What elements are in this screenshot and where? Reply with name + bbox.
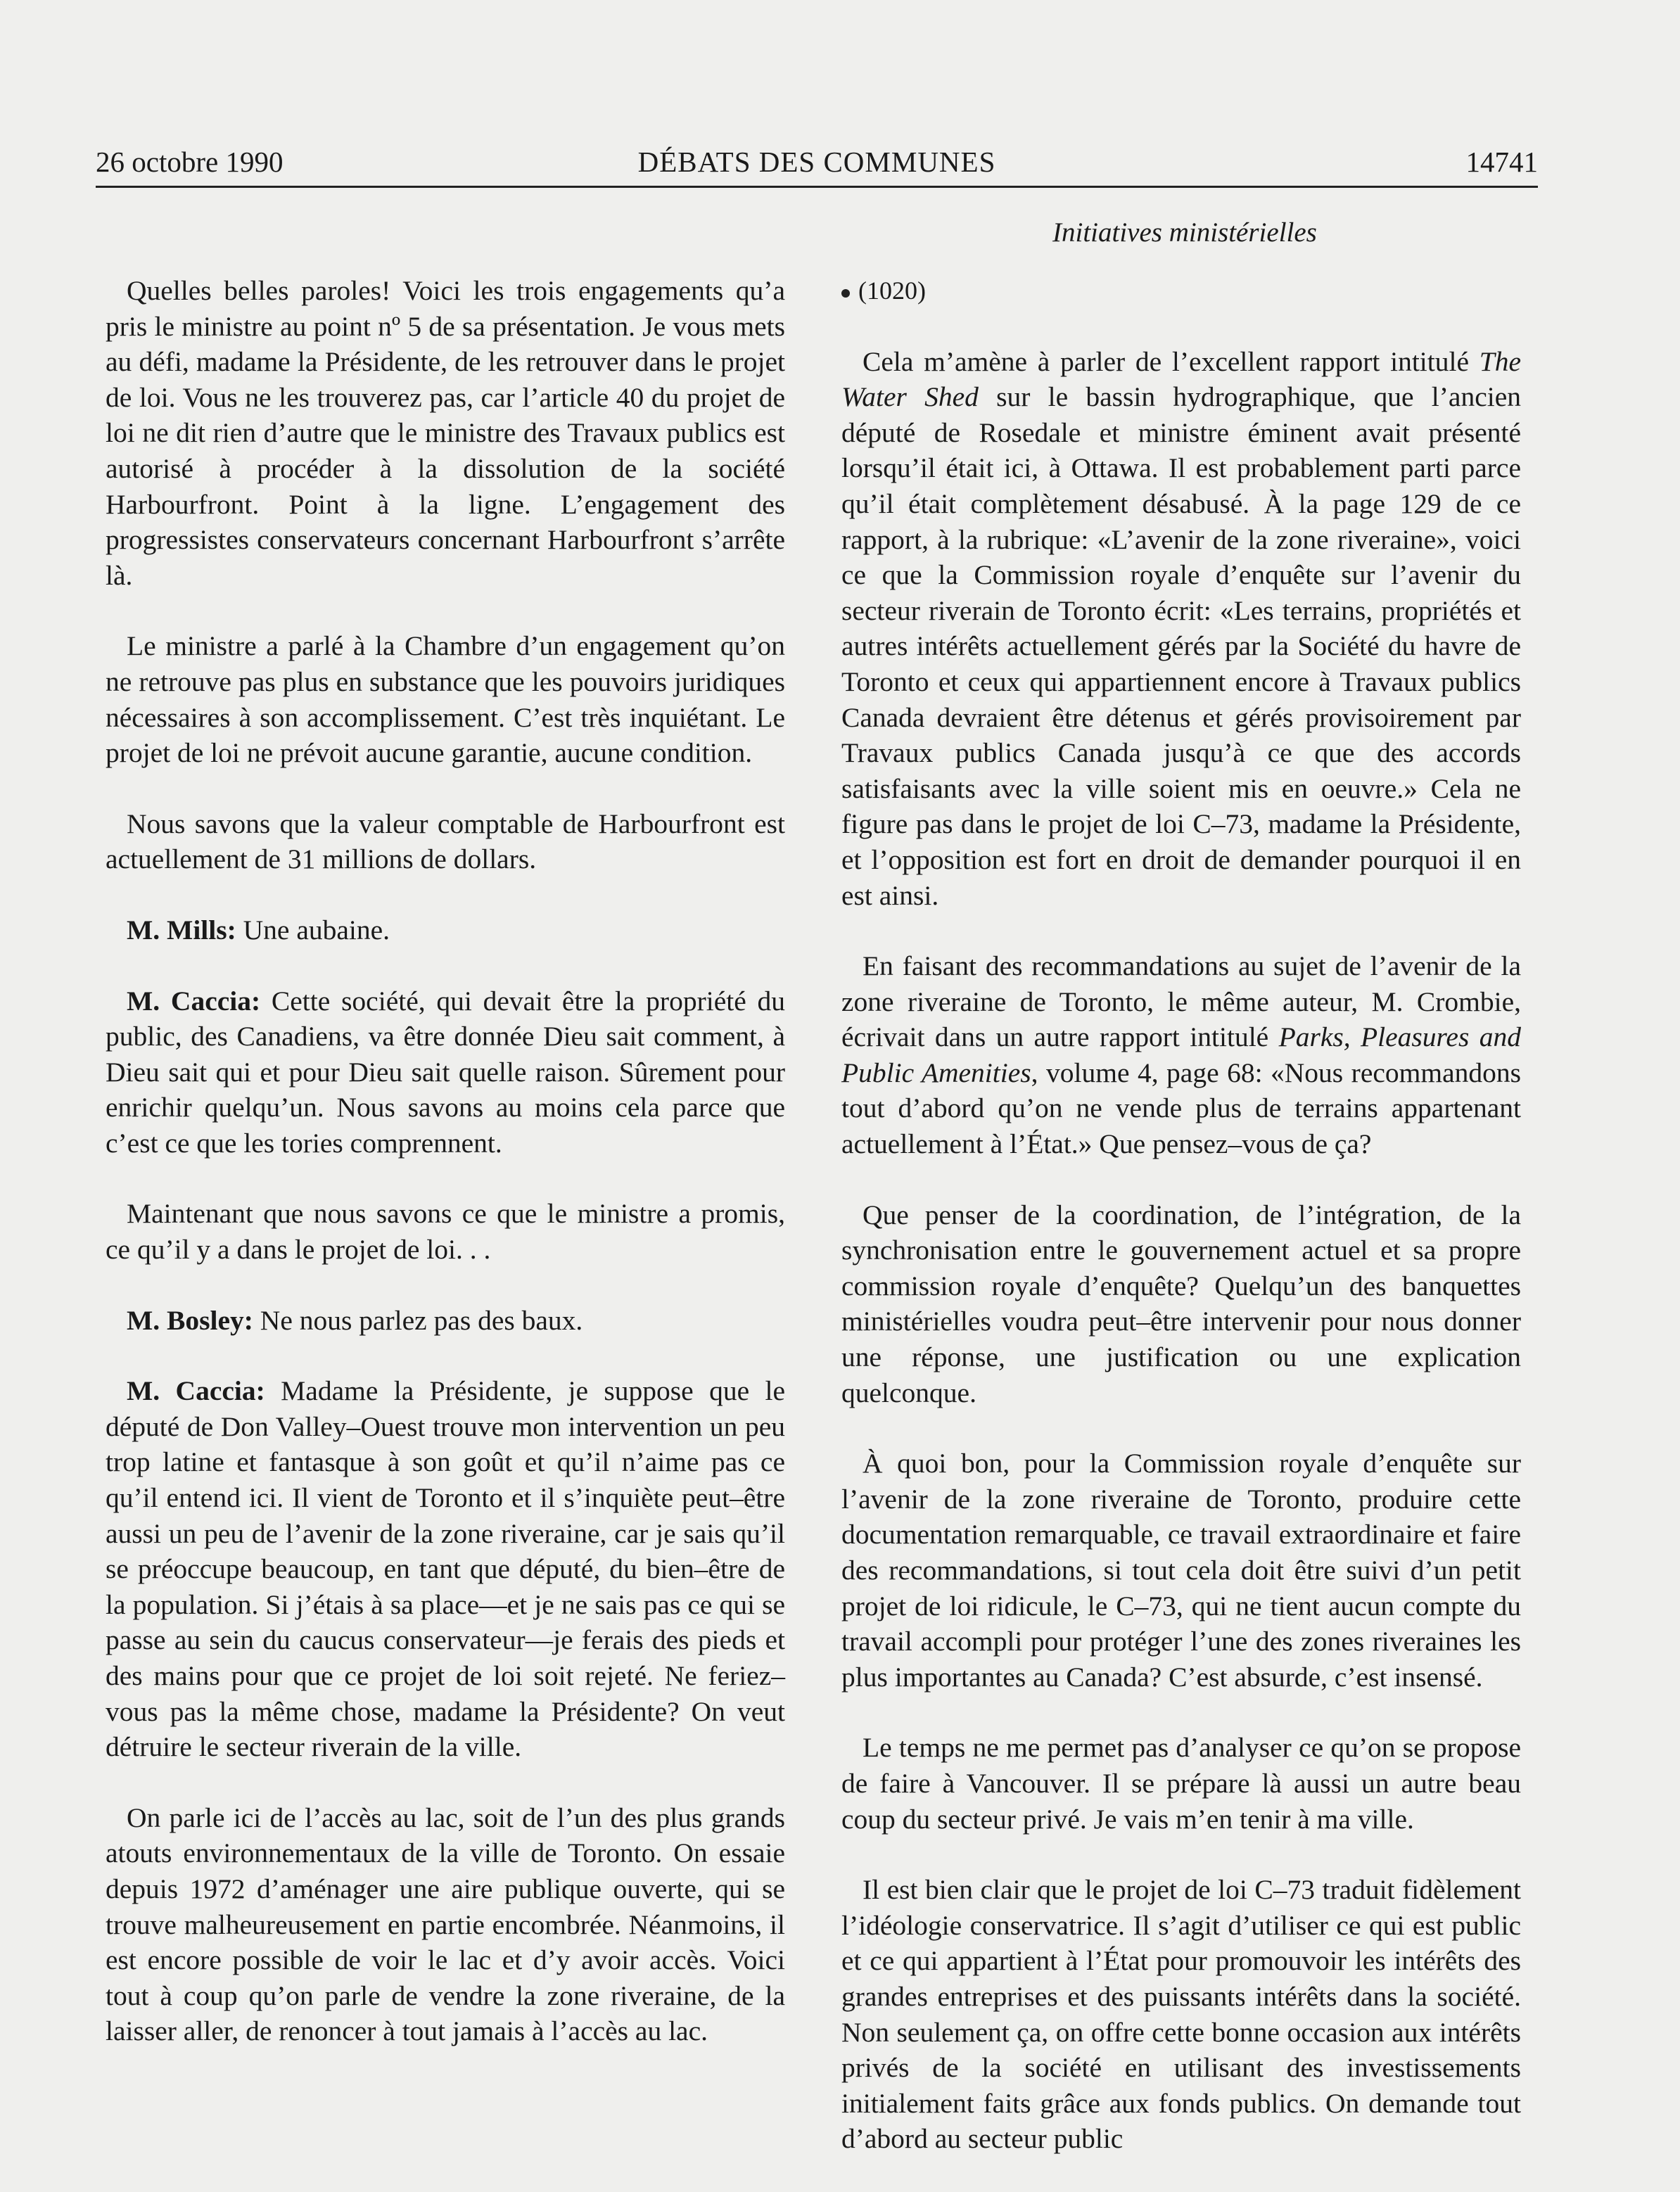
speech-paragraph [106,1303,785,1339]
speaker-name: M. Caccia: [127,1375,265,1407]
speech-text: Cette société, qui devait être la propriété du public, des Canadiens, va être donnée Dieu sait comment, à Dieu sait qui et pour Dieu sait quelle raison. Sûrement pour enrichir quelqu’un. Nous savons au moins cela parce que c’est ce que les tories comprennent. [106,985,786,1159]
paragraph: Quelles belles paroles! Voici les trois engagements qu’a pris le ministre au point nº 5 de sa présentation. Je vous mets au défi, madame la Présidente, de les retrouver dans le projet de loi. Vous ne les trouverez pas, car l’article 40 du projet de loi ne dit rien d’autre que le ministre des Travaux publics est autorisé à procéder à la dissolution de la société Harbourfront. Point à la ligne. L’engagement des progressistes conservateurs concernant Harbourfront s’arrête là. [106,275,785,591]
paragraph: Le ministre a parlé à la Chambre d’un engagement qu’on ne retrouve pas plus en substance que les pouvoirs juridiques nécessaires à son accomplissement. C’est très inquiétant. Le projet de loi ne prévoit aucune garantie, aucune condition. [106,630,785,769]
paragraph: Maintenant que nous savons ce que le ministre a promis, ce qu’il y a dans le projet de loi. . . [106,1198,785,1266]
speech-paragraph [106,912,785,948]
header-title: DÉBATS DES COMMUNES [637,146,996,178]
left-column [106,273,785,2084]
report-title: The Water Shed [841,345,1521,413]
paragraph: Il est bien clair que le projet de loi C–73 traduit fidèlement l’idéologie conservatrice. Il s’agit d’utiliser ce qui est public et ce qui appartient à l’État pour promouvoir les intérêts des grandes entreprises et des puissants intérêts dans la société. Non seulement ça, on offre cette bonne occasion aux intérêts privés de la société en utilisant des investissements initialement faits grâce aux fonds publics. On demande tout d’abord au secteur public [841,1874,1521,2155]
speaker-name: M. Caccia: [127,985,261,1017]
speech-text: Une aubaine. [236,914,390,945]
time-marker [841,273,1521,309]
text-run: , volume 4, page 68: «Nous recommandons tout d’abord qu’on ne vende plus de terrains appartenant actuellement à l’État.» Que pensez–vous de ça? [841,1057,1521,1160]
section-label: Initiatives ministérielles [1052,217,1317,248]
speech-text: Madame la Présidente, je suppose que le député de Don Valley–Ouest trouve mon intervention un peu trop latine et fantasque à son goût et qu’il n’aime pas ce qu’il entend ici. Il vient de Toronto et il s’inquiète peut–être aussi un peu de l’avenir de la zone riveraine, car je sais qu’il se préoccupe beaucoup, en tant que député, du bien–être de la population. Si j’étais à sa place—et je ne sais pas ce qui se passe au sein du caucus conservateur—je ferais des pieds et des mains pour que ce projet de loi soit rejeté. Ne feriez–vous pas la même chose, madame la Présidente? On veut détruire le secteur riverain de la ville. [106,1375,786,1763]
page-header [96,144,1538,188]
paragraph: Le temps ne me permet pas d’analyser ce qu’on se propose de faire à Vancouver. Il se prépare là aussi un autre beau coup du secteur privé. Je vais m’en tenir à ma ville. [841,1732,1521,1835]
header-date: 26 octobre 1990 [96,146,284,178]
right-column [841,273,1521,2192]
speaker-name: M. Bosley: [127,1304,253,1336]
report-title: Parks, Pleasures and Public Amenities [841,1021,1521,1088]
header-page-number: 14741 [1465,146,1538,178]
paragraph [841,344,1521,914]
bullet-icon [841,289,850,298]
speech-paragraph [106,1373,785,1765]
text-run: sur le bassin hydrographique, que l’ancien député de Rosedale et ministre éminent avait présenté lorsqu’il était ici, à Ottawa. Il est probablement parti parce qu’il était complètement désabusé. À la page 129 de ce rapport, à la rubrique: «L’avenir de la zone riveraine», voici ce que la Commission royale d’enquête sur l’avenir du secteur riverain de Toronto écrit: «Les terrains, propriétés et autres intérêts actuellement gérés par la Société du havre de Toronto et ceux qui appartiennent encore à Travaux publics Canada devraient être détenus et gérés provisoirement par Travaux publics Canada jusqu’à ce que des accords satisfaisants avec la ville soient mis en oeuvre.» Cela ne figure pas dans le projet de loi C–73, madame la Présidente, et l’opposition est fort en droit de demander pourquoi il en est ainsi. [841,381,1521,911]
paragraph: Que penser de la coordination, de l’intégration, de la synchronisation entre le gouvernement actuel et sa propre commission royale d’enquête? Quelqu’un des banquettes ministérielles voudra peut–être intervenir pour nous donner une réponse, une justification ou une explication quelconque. [841,1199,1521,1408]
paragraph [841,948,1521,1162]
text-run: Cela m’amène à parler de l’excellent rapport intitulé [863,345,1479,377]
paragraph: Nous savons que la valeur comptable de Harbourfront est actuellement de 31 millions de dollars. [106,808,785,875]
paragraph: On parle ici de l’accès au lac, soit de l’un des plus grands atouts environnementaux de la ville de Toronto. On essaie depuis 1972 d’aménager une aire publique ouverte, qui se trouve malheureusement en partie encombrée. Néanmoins, il est encore possible de voir le lac et d’y avoir accès. Voici tout à coup qu’on parle de vendre la zone riveraine, de la laisser aller, de renoncer à tout jamais à l’accès au lac. [106,1802,785,2047]
speech-paragraph [106,983,785,1161]
speech-text: Ne nous parlez pas des baux. [253,1304,583,1336]
speaker-name: M. Mills: [127,914,236,945]
paragraph: À quoi bon, pour la Commission royale d’enquête sur l’avenir de la zone riveraine de Toronto, produire cette documentation remarquable, ce travail extraordinaire et faire des recommandations, si tout cela doit être suivi d’un petit projet de loi ridicule, le C–73, qui ne tient aucun compte du travail accompli pour protéger l’une des zones riveraines les plus importantes au Canada? C’est absurde, c’est insensé. [841,1448,1521,1693]
time-mark-text: (1020) [858,276,926,305]
text-run: En faisant des recommandations au sujet de l’avenir de la zone riveraine de Toronto, le même auteur, M. Crombie, écrivait dans un autre rapport intitulé [841,950,1521,1053]
